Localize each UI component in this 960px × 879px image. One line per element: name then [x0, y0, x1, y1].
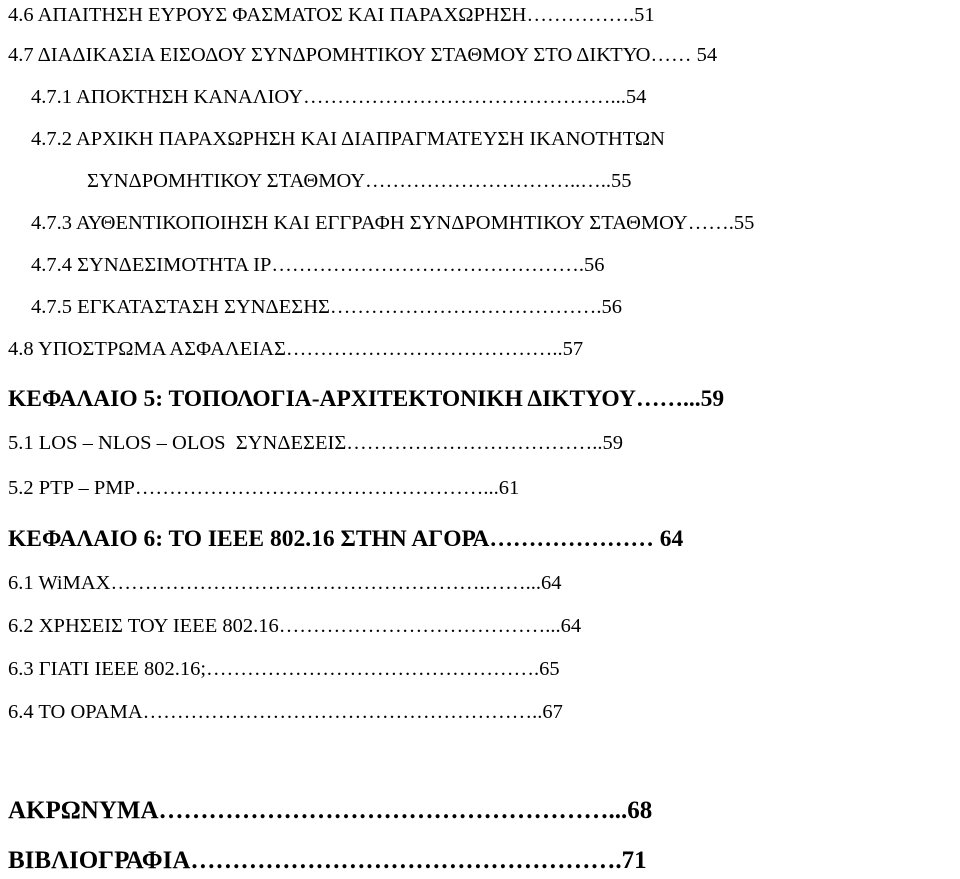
toc-entry-4-7-1[interactable]: 4.7.1 ΑΠΟΚΤΗΣΗ ΚΑΝΑΛΙΟΥ………………………………………...54 [31, 86, 647, 108]
toc-bibliography[interactable]: ΒΙΒΛΙΟΓΡΑΦΙΑ…………………………………………….71 [8, 847, 647, 874]
toc-entry-4-6[interactable]: 4.6 ΑΠΑΙΤΗΣΗ ΕΥΡΟΥΣ ΦΑΣΜΑΤΟΣ ΚΑΙ ΠΑΡΑΧΩΡΗΣΗ…………….51 [8, 4, 655, 26]
toc-entry-6-2[interactable]: 6.2 ΧΡΗΣΕΙΣ ΤΟΥ IEEE 802.16…………………………………...64 [8, 615, 582, 637]
toc-entry-4-7-5[interactable]: 4.7.5 ΕΓΚΑΤΑΣΤΑΣΗ ΣΥΝΔΕΣΗΣ………………………………….56 [31, 296, 623, 318]
toc-chapter-5[interactable]: ΚΕΦΑΛΑΙΟ 5: ΤΟΠΟΛΟΓΙΑ-ΑΡΧΙΤΕΚΤΟΝΙΚΗ ΔΙΚΤΥΟΥ……...59 [8, 386, 725, 412]
toc-entry-4-8[interactable]: 4.8 ΥΠΟΣΤΡΩΜΑ ΑΣΦΑΛΕΙΑΣ…………………………………..57 [8, 338, 584, 360]
toc-entry-5-1[interactable]: 5.1 LOS – NLOS – OLOS ΣΥΝΔΕΣΕΙΣ………………………………..59 [8, 432, 623, 454]
toc-entry-4-7-4[interactable]: 4.7.4 ΣΥΝΔΕΣΙΜΟΤΗΤΑ IP……………………………………….56 [31, 254, 605, 276]
toc-acronyms[interactable]: ΑΚΡΩΝΥΜΑ………………………………………………...68 [8, 797, 653, 824]
toc-entry-6-1[interactable]: 6.1 WiMAX……………………………………………….……...64 [8, 572, 562, 594]
toc-entry-4-7-2-continued[interactable]: ΣΥΝΔΡΟΜΗΤΙΚΟΥ ΣΤΑΘΜΟΥ…………………………..…..55 [87, 170, 632, 192]
toc-entry-6-3[interactable]: 6.3 ΓΙΑΤΙ IEEE 802.16;………………………………………….65 [8, 658, 560, 680]
toc-entry-4-7-2[interactable]: 4.7.2 ΑΡΧΙΚΗ ΠΑΡΑΧΩΡΗΣΗ ΚΑΙ ΔΙΑΠΡΑΓΜΑΤΕΥΣΗ ΙΚΑΝΟΤΗΤΩΝ [31, 128, 665, 150]
toc-entry-6-4[interactable]: 6.4 ΤΟ ΟΡΑΜΑ…………………………………………………..67 [8, 701, 563, 723]
toc-entry-5-2[interactable]: 5.2 PTP – PMP……………………………………………...61 [8, 477, 520, 499]
toc-entry-4-7-3[interactable]: 4.7.3 ΑΥΘΕΝΤΙΚΟΠΟΙΗΣΗ ΚΑΙ ΕΓΓΡΑΦΗ ΣΥΝΔΡΟΜΗΤΙΚΟΥ ΣΤΑΘΜΟΥ…….55 [31, 212, 755, 234]
toc-entry-4-7[interactable]: 4.7 ΔΙΑΔΙΚΑΣΙΑ ΕΙΣΟΔΟΥ ΣΥΝΔΡΟΜΗΤΙΚΟΥ ΣΤΑΘΜΟΥ ΣΤΟ ΔΙΚΤΥΟ…… 54 [8, 44, 718, 66]
toc-chapter-6[interactable]: ΚΕΦΑΛΑΙΟ 6: ΤΟ IEEE 802.16 ΣΤΗΝ ΑΓΟΡΑ………………… 64 [8, 526, 684, 552]
